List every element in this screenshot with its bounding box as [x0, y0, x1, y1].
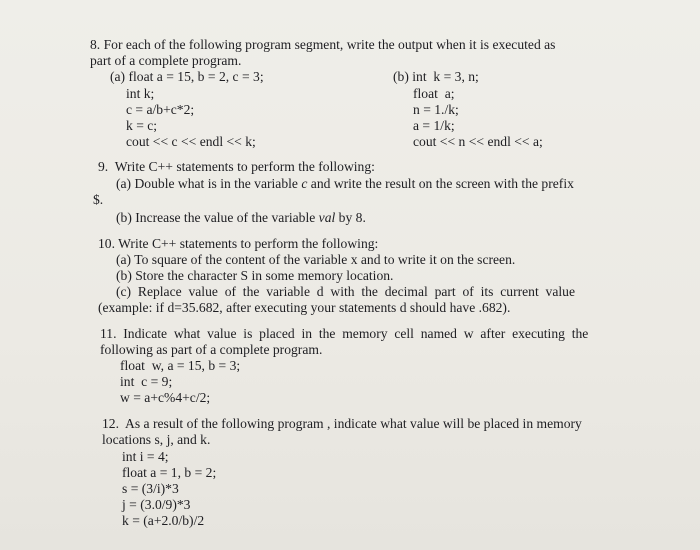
q11-line1: 11. Indicate what value is placed in the memory cell named w after executing the	[100, 326, 589, 341]
q8-b-code-3: a = 1/k;	[413, 118, 455, 133]
q9-a-post: and write the result on the screen with the prefix	[307, 176, 574, 191]
q8-line2: part of a complete program.	[90, 53, 242, 68]
q9-b-var: val	[318, 210, 336, 225]
q12-code-2: float a = 1, b = 2;	[122, 465, 217, 480]
q12-code-4: j = (3.0/9)*3	[122, 497, 191, 512]
q12-line2: locations s, j, and k.	[102, 432, 211, 447]
q8-b-label: (b) int k = 3, n;	[393, 69, 479, 84]
q10-title: 10. Write C++ statements to perform the following:	[98, 236, 379, 251]
q9-title: 9. Write C++ statements to perform the following:	[98, 159, 375, 174]
q12-code-1: int i = 4;	[122, 449, 169, 464]
q10-a: (a) To square of the content of the variable x and to write it on the screen.	[116, 252, 516, 267]
q11-line2: following as part of a complete program.	[100, 342, 323, 357]
q8-a-code-1: int k;	[126, 86, 155, 101]
q8-a-code-3: k = c;	[126, 118, 158, 133]
q11-code-1: float w, a = 15, b = 3;	[120, 358, 241, 373]
q9-a-pre: (a) Double what is in the variable	[116, 176, 302, 191]
q8-b-code-2: n = 1./k;	[413, 102, 459, 117]
q9-a-cont: $.	[93, 192, 104, 207]
q9-a	[116, 176, 574, 192]
q11-code-2: int c = 9;	[120, 374, 173, 389]
q8-a-label: (a) float a = 15, b = 2, c = 3;	[110, 69, 264, 84]
q10-c-cont: (example: if d=35.682, after executing your statements d should have .682).	[98, 300, 511, 315]
q10-c: (c) Replace value of the variable d with the decimal part of its current value	[116, 284, 575, 299]
q12-code-5: k = (a+2.0/b)/2	[122, 513, 205, 528]
q9-b-pre: (b) Increase the value of the variable	[116, 210, 319, 225]
q11-code-3: w = a+c%4+c/2;	[120, 390, 211, 405]
q9-a-var: c	[301, 176, 308, 191]
q8-b-code-4: cout << n << endl << a;	[413, 134, 543, 149]
q12-code-3: s = (3/i)*3	[122, 481, 179, 496]
q8-line1: 8. For each of the following program segment, write the output when it is executed as	[90, 37, 556, 52]
q9-b	[116, 210, 366, 226]
q10-b: (b) Store the character S in some memory location.	[116, 268, 394, 283]
q9-b-post: by 8.	[335, 210, 366, 225]
q8-b-code-1: float a;	[413, 86, 455, 101]
q8-a-code-4: cout << c << endl << k;	[126, 134, 256, 149]
q12-line1: 12. As a result of the following program , indicate what value will be placed in memory	[102, 416, 582, 431]
q8-a-code-2: c = a/b+c*2;	[126, 102, 195, 117]
